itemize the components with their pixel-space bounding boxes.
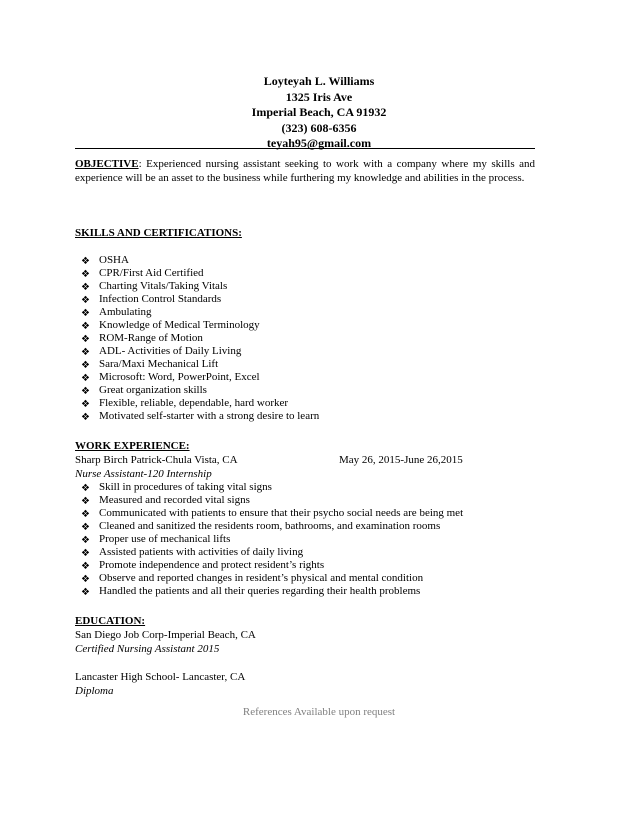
diamond-bullet-icon: ❖ (81, 347, 90, 358)
email-address: teyah95@gmail.com (266, 136, 372, 150)
diamond-bullet-icon: ❖ (81, 483, 90, 494)
skill-item (75, 332, 535, 345)
diamond-bullet-icon: ❖ (81, 412, 90, 423)
skill-item-text: Infection Control Standards (99, 293, 222, 305)
school-2: Lancaster High School- Lancaster, CA (75, 671, 246, 683)
skill-item-text: Motivated self-starter with a strong desire to learn (99, 410, 320, 422)
skill-item (75, 397, 535, 410)
diamond-bullet-icon: ❖ (81, 269, 90, 280)
skill-item-text: ADL- Activities of Daily Living (99, 345, 242, 357)
diamond-bullet-icon: ❖ (81, 360, 90, 371)
employment-dates: May 26, 2015-June 26,2015 (339, 454, 463, 466)
diamond-bullet-icon: ❖ (81, 373, 90, 384)
work-section (75, 439, 535, 598)
work-duties-list (75, 481, 535, 598)
diamond-bullet-icon: ❖ (81, 522, 90, 533)
skill-item (75, 358, 535, 371)
work-heading: WORK EXPERIENCE: (75, 440, 190, 452)
phone-number: (323) 608-6356 (281, 120, 357, 135)
skill-item (75, 384, 535, 397)
credential-2: Diploma (75, 685, 114, 697)
objective-text: : Experienced nursing assistant seeking to work with a company where my skills and experience will be an asset to the business while furthering my knowledge and abilities in the process. (75, 158, 535, 184)
diamond-bullet-icon: ❖ (81, 399, 90, 410)
skill-item-text: Microsoft: Word, PowerPoint, Excel (99, 371, 260, 383)
skill-item-text: Sara/Maxi Mechanical Lift (99, 358, 219, 370)
skills-heading: SKILLS AND CERTIFICATIONS: (75, 227, 242, 239)
city-state-zip: Imperial Beach, CA 91932 (251, 105, 387, 119)
street-address: 1325 Iris Ave (285, 89, 353, 104)
skills-section (75, 226, 535, 423)
education-heading: EDUCATION: (75, 615, 146, 627)
skill-item (75, 293, 535, 306)
diamond-bullet-icon: ❖ (81, 496, 90, 507)
skill-item (75, 410, 535, 423)
duty-item-text: Measured and recorded vital signs (99, 494, 250, 506)
job-role: Nurse Assistant-120 Internship (75, 468, 212, 480)
duty-item (75, 533, 535, 546)
education-section (75, 614, 535, 698)
skill-item-text: OSHA (99, 254, 129, 266)
diamond-bullet-icon: ❖ (81, 561, 90, 572)
objective-section (75, 157, 535, 185)
skill-item (75, 345, 535, 358)
header-divider (75, 148, 535, 149)
duty-item-text: Proper use of mechanical lifts (99, 533, 231, 545)
employer-name: Sharp Birch Patrick-Chula Vista, CA (75, 454, 238, 466)
duty-item (75, 585, 535, 598)
duty-item (75, 572, 535, 585)
diamond-bullet-icon: ❖ (81, 535, 90, 546)
diamond-bullet-icon: ❖ (81, 548, 90, 559)
duty-item (75, 481, 535, 494)
duty-item-text: Skill in procedures of taking vital signs (99, 481, 272, 493)
objective-label: OBJECTIVE (75, 158, 139, 170)
skill-item (75, 306, 535, 319)
skill-item-text: Great organization skills (99, 384, 207, 396)
diamond-bullet-icon: ❖ (81, 308, 90, 319)
skill-item (75, 319, 535, 332)
skill-item-text: Charting Vitals/Taking Vitals (99, 280, 228, 292)
duty-item (75, 559, 535, 572)
skill-item-text: ROM-Range of Motion (99, 332, 203, 344)
diamond-bullet-icon: ❖ (81, 587, 90, 598)
diamond-bullet-icon: ❖ (81, 295, 90, 306)
duty-item-text: Handled the patients and all their queries regarding their health problems (99, 585, 421, 597)
diamond-bullet-icon: ❖ (81, 386, 90, 397)
duty-item (75, 494, 535, 507)
duty-item (75, 546, 535, 559)
diamond-bullet-icon: ❖ (81, 574, 90, 585)
skill-item (75, 280, 535, 293)
diamond-bullet-icon: ❖ (81, 509, 90, 520)
diamond-bullet-icon: ❖ (81, 321, 90, 332)
duty-item-text: Assisted patients with activities of daily living (99, 546, 304, 558)
diamond-bullet-icon: ❖ (81, 334, 90, 345)
duty-item (75, 507, 535, 520)
skill-item-text: Knowledge of Medical Terminology (99, 319, 260, 331)
duty-item-text: Promote independence and protect resident’s rights (99, 559, 325, 571)
diamond-bullet-icon: ❖ (81, 282, 90, 293)
duty-item-text: Observe and reported changes in resident’s physical and mental condition (99, 572, 424, 584)
skill-item-text: Flexible, reliable, dependable, hard worker (99, 397, 289, 409)
school-1: San Diego Job Corp-Imperial Beach, CA (75, 629, 256, 641)
diamond-bullet-icon: ❖ (81, 256, 90, 267)
duty-item-text: Communicated with patients to ensure that their psycho social needs are being met (99, 507, 464, 519)
skill-item (75, 254, 535, 267)
duty-item-text: Cleaned and sanitized the residents room, bathrooms, and examination rooms (99, 520, 441, 532)
skill-item (75, 267, 535, 280)
applicant-name: Loyteyah L. Williams (263, 74, 375, 88)
employer-row (75, 453, 535, 467)
skills-list (75, 254, 535, 423)
skill-item-text: CPR/First Aid Certified (99, 267, 204, 279)
credential-1: Certified Nursing Assistant 2015 (75, 643, 220, 655)
contact-header (0, 74, 638, 152)
duty-item (75, 520, 535, 533)
skill-item (75, 371, 535, 384)
references-note: References Available upon request (242, 706, 396, 718)
skill-item-text: Ambulating (99, 306, 152, 318)
